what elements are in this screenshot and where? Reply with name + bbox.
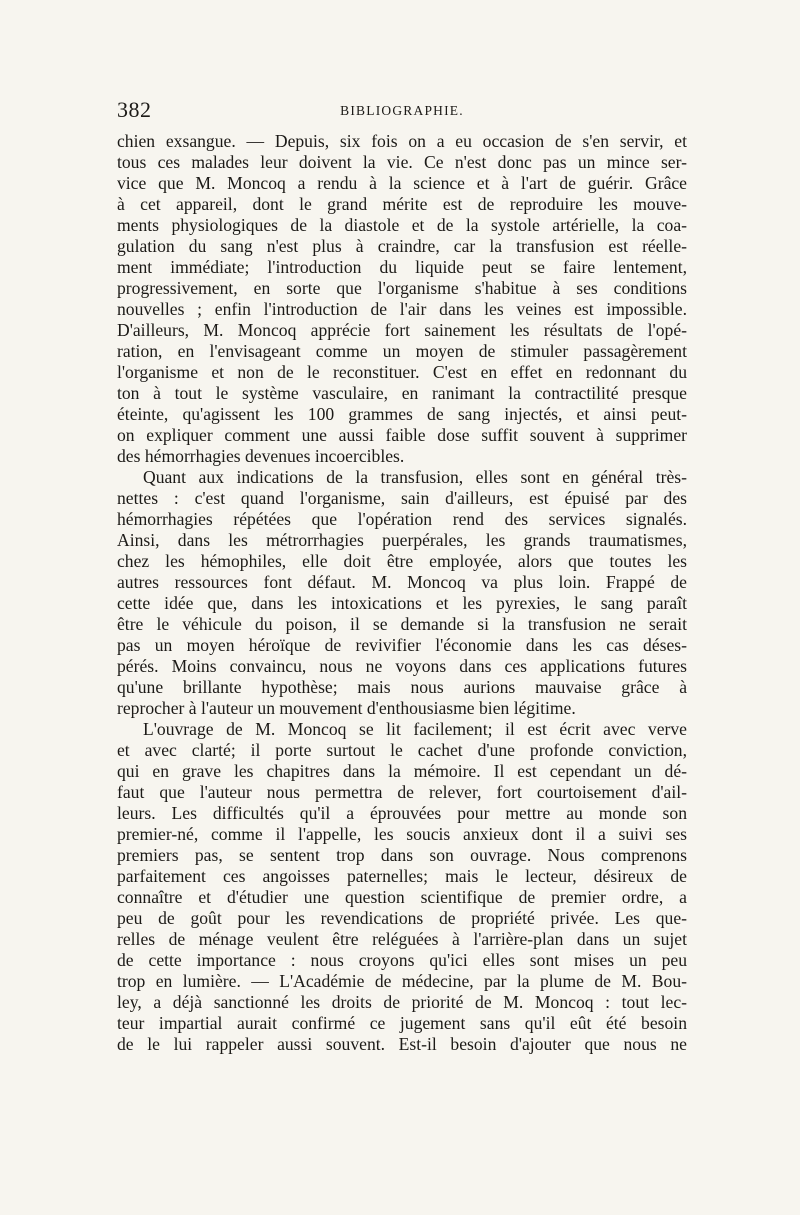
text-line: nouvelles ; enfin l'introduction de l'air dans les veines est impossible.	[117, 299, 687, 319]
text-line: et avec clarté; il porte surtout le cachet d'une profonde conviction,	[117, 740, 687, 760]
page-number: 382	[117, 97, 152, 122]
text-line: ley, a déjà sanctionné les droits de priorité de M. Moncoq : tout lec-	[117, 992, 687, 1012]
paragraph	[117, 131, 687, 467]
text-line: hémorrhagies répétées que l'opération rend des services signalés.	[117, 509, 687, 529]
text-line: faut que l'auteur nous permettra de relever, fort courtoisement d'ail-	[117, 782, 687, 802]
text-line: qu'une brillante hypothèse; mais nous aurions mauvaise grâce à	[117, 677, 687, 697]
text-line: de cette importance : nous croyons qu'ici elles sont mises un peu	[117, 950, 687, 970]
text-line: chien exsangue. — Depuis, six fois on a eu occasion de s'en servir, et	[117, 131, 687, 151]
text-line: qui en grave les chapitres dans la mémoire. Il est cependant un dé-	[117, 761, 687, 781]
text-line: Quant aux indications de la transfusion, elles sont en général très-	[143, 467, 687, 487]
paragraph	[117, 719, 687, 1055]
text-line: reprocher à l'auteur un mouvement d'enthousiasme bien légitime.	[117, 698, 576, 718]
text-line: ment immédiate; l'introduction du liquide peut se faire lentement,	[117, 257, 687, 277]
text-line: ton à tout le système vasculaire, en ranimant la contractilité presque	[117, 383, 687, 403]
text-line: pérés. Moins convaincu, nous ne voyons dans ces applications futures	[117, 656, 687, 676]
text-line: premier-né, comme il l'appelle, les soucis anxieux dont il a suivi ses	[117, 824, 687, 844]
text-line: D'ailleurs, M. Moncoq apprécie fort sainement les résultats de l'opé-	[117, 320, 687, 340]
text-line: ration, en l'envisageant comme un moyen de stimuler passagèrement	[117, 341, 687, 361]
book-page	[117, 97, 687, 1055]
text-line: gulation du sang n'est plus à craindre, car la transfusion est réelle-	[117, 236, 687, 256]
text-line: Ainsi, dans les métrorrhagies puerpérales, les grands traumatismes,	[117, 530, 687, 550]
text-line: leurs. Les difficultés qu'il a éprouvées pour mettre au monde son	[117, 803, 687, 823]
text-line: des hémorrhagies devenues incoercibles.	[117, 446, 405, 466]
text-line: pas un moyen héroïque de revivifier l'économie dans les cas déses-	[117, 635, 687, 655]
text-line: à cet appareil, dont le grand mérite est de reproduire les mouve-	[117, 194, 687, 214]
text-line: progressivement, en sorte que l'organisme s'habitue à ses conditions	[117, 278, 687, 298]
text-line: ments physiologiques de la diastole et de la systole artérielle, la coa-	[117, 215, 687, 235]
text-line: être le véhicule du poison, il se demande si la transfusion ne serait	[117, 614, 687, 634]
text-line: connaître et d'étudier une question scientifique de premier ordre, a	[117, 887, 687, 907]
paragraph	[117, 467, 687, 719]
text-line: premiers pas, se sentent trop dans son ouvrage. Nous comprenons	[117, 845, 687, 865]
text-line: de le lui rappeler aussi souvent. Est-il besoin d'ajouter que nous ne	[117, 1034, 687, 1054]
text-line: l'organisme et non de le reconstituer. C'est en effet en redonnant du	[117, 362, 687, 382]
text-line: nettes : c'est quand l'organisme, sain d'ailleurs, est épuisé par des	[117, 488, 687, 508]
text-line: cette idée que, dans les intoxications et les pyrexies, le sang paraît	[117, 593, 687, 613]
text-line: on expliquer comment une aussi faible dose suffit souvent à supprimer	[117, 425, 687, 445]
text-line: autres ressources font défaut. M. Moncoq va plus loin. Frappé de	[117, 572, 687, 592]
body-text	[117, 131, 687, 1055]
text-line: peu de goût pour les revendications de propriété privée. Les que-	[117, 908, 687, 928]
text-line: vice que M. Moncoq a rendu à la science et à l'art de guérir. Grâce	[117, 173, 687, 193]
text-line: relles de ménage veulent être reléguées à l'arrière-plan dans un sujet	[117, 929, 687, 949]
page-header	[117, 97, 687, 131]
text-line: trop en lumière. — L'Académie de médecine, par la plume de M. Bou-	[117, 971, 687, 991]
text-line: L'ouvrage de M. Moncoq se lit facilement; il est écrit avec verve	[143, 719, 687, 739]
text-line: teur impartial aurait confirmé ce jugement sans qu'il eût été besoin	[117, 1013, 687, 1033]
text-line: éteinte, qu'agissent les 100 grammes de sang injectés, et ainsi peut-	[117, 404, 687, 424]
text-line: parfaitement ces angoisses paternelles; mais le lecteur, désireux de	[117, 866, 687, 886]
text-line: chez les hémophiles, elle doit être employée, alors que toutes les	[117, 551, 687, 571]
text-line: tous ces malades leur doivent la vie. Ce n'est donc pas un mince ser-	[117, 152, 687, 172]
running-head: BIBLIOGRAPHIE.	[340, 103, 464, 118]
